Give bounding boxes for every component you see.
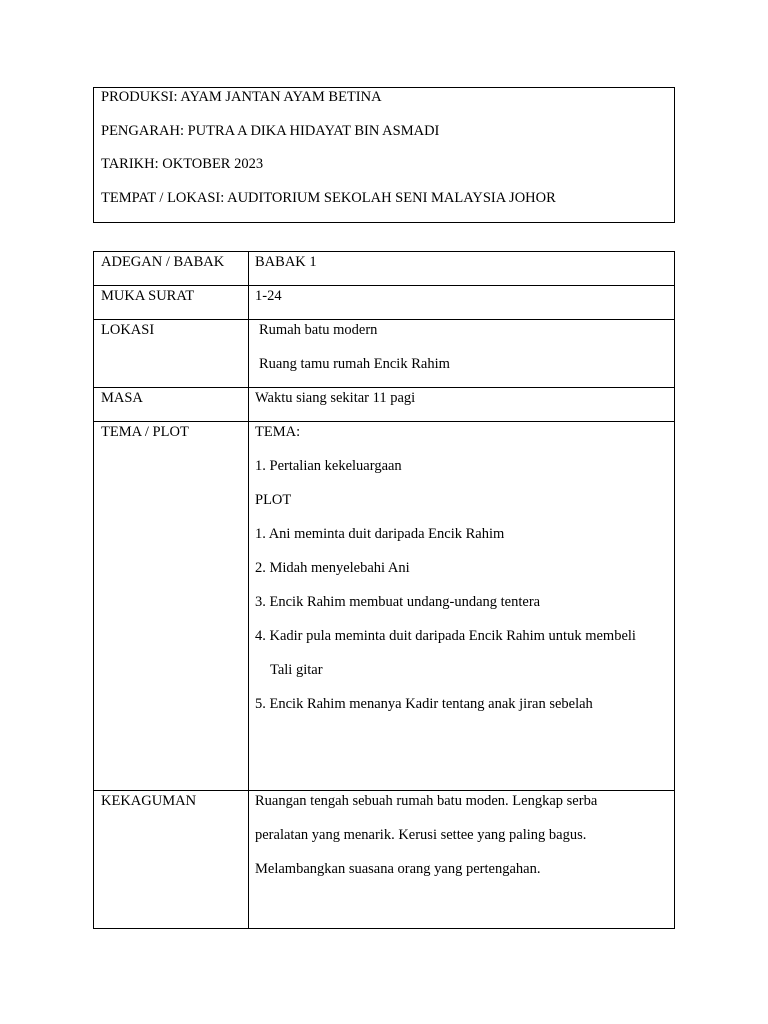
masa-label: MASA [94,388,249,422]
table-row-lokasi [94,320,675,388]
masa-value: Waktu siang sekitar 11 pagi [249,388,675,422]
scene-table [93,251,675,929]
production-info-box [93,87,675,223]
muka-surat-label: MUKA SURAT [94,286,249,320]
tema-heading: TEMA: [255,424,301,440]
plot-item: 4. Kadir pula meminta duit daripada Encik Rahim untuk membeli [255,628,636,644]
table-row-muka-surat [94,286,675,320]
kekaguman-line-2: peralatan yang menarik. Kerusi settee yang paling bagus. [255,827,587,843]
adegan-value: BABAK 1 [249,252,675,286]
produksi-line: PRODUKSI: AYAM JANTAN AYAM BETINA [101,89,382,105]
muka-surat-value: 1-24 [249,286,675,320]
lokasi-label: LOKASI [94,320,249,388]
plot-item: 1. Ani meminta duit daripada Encik Rahim [255,526,505,542]
table-row-kekaguman [94,791,675,929]
lokasi-value [249,320,675,388]
kekaguman-value [249,791,675,929]
tema-item: 1. Pertalian kekeluargaan [255,458,402,474]
table-row-adegan [94,252,675,286]
tempat-line: TEMPAT / LOKASI: AUDITORIUM SEKOLAH SENI MALAYSIA JOHOR [101,190,556,206]
table-row-tema-plot [94,422,675,791]
table-row-masa [94,388,675,422]
kekaguman-label: KEKAGUMAN [94,791,249,929]
plot-heading: PLOT [255,492,292,508]
plot-item: 3. Encik Rahim membuat undang-undang tentera [255,594,541,610]
tarikh-line: TARIKH: OKTOBER 2023 [101,156,264,172]
plot-item: 2. Midah menyelebahi Ani [255,560,410,576]
kekaguman-line-1: Ruangan tengah sebuah rumah batu moden. Lengkap serba [255,793,598,809]
plot-item-continuation: Tali gitar [270,662,323,678]
lokasi-line-2: Ruang tamu rumah Encik Rahim [259,356,450,372]
plot-item: 5. Encik Rahim menanya Kadir tentang anak jiran sebelah [255,696,593,712]
pengarah-line: PENGARAH: PUTRA A DIKA HIDAYAT BIN ASMADI [101,123,440,139]
tema-plot-value [249,422,675,791]
adegan-label: ADEGAN / BABAK [94,252,249,286]
tema-plot-label: TEMA / PLOT [94,422,249,791]
lokasi-line-1: Rumah batu modern [259,322,378,338]
kekaguman-line-3: Melambangkan suasana orang yang pertengahan. [255,861,541,877]
